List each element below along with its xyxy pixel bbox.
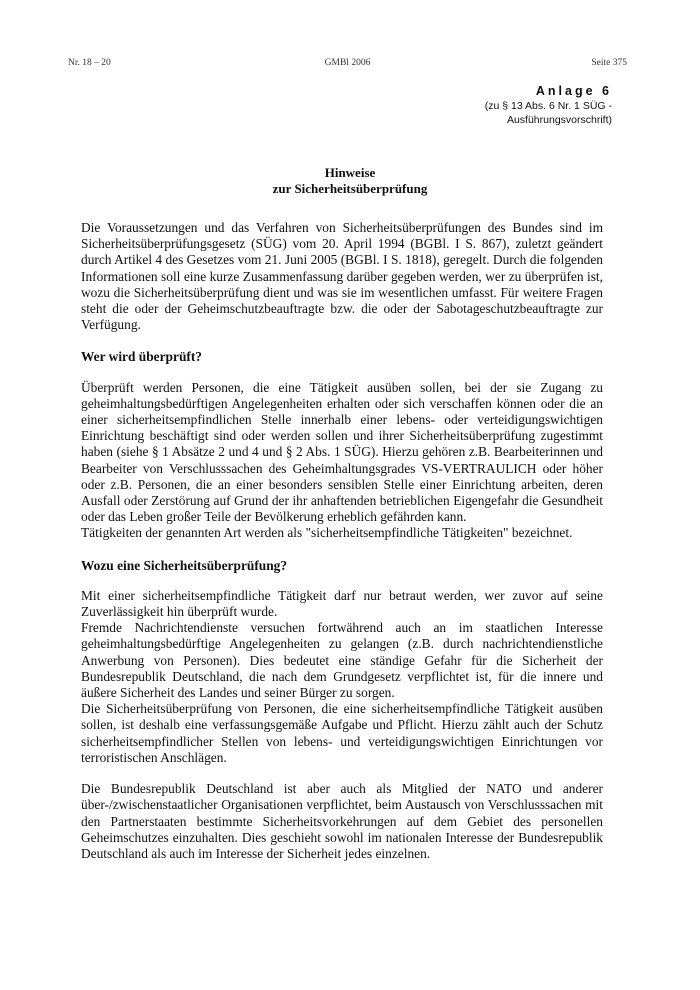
annex-label — [485, 83, 612, 127]
section-heading-who: Wer wird überprüft? — [81, 349, 203, 365]
intro-paragraph: Die Voraussetzungen und das Verfahren von Sicherheitsüberprüfungen des Bundes sind im Sicherheitsüberprüfungsgesetz (SÜG) vom 20. April 1994 (BGBl. I S. 867), zuletzt geändert durch Artikel 4 des Gesetzes vom 21. Juni 2005 (BGBl. I S. 1818), geregelt. Durch die folgenden Informationen soll eine kurze Zusammenfassung darüber gegeben werden, wer zu überprüfen ist, wozu die Sicherheitsüberprüfung dient und was sie im wesentlichen umfasst. Für weitere Fragen steht die oder der Geheimschutzbeauftragte bzw. die oder der Sabotageschutzbeauftragte zur Verfügung. — [81, 220, 603, 333]
running-head — [68, 58, 627, 72]
title-line-1: Hinweise — [324, 165, 376, 180]
section-why-paragraph-3: Die Sicherheitsüberprüfung von Personen, die eine sicherheitsempfindliche Tätigkeit ausüben sollen, ist deshalb eine verfassungsgemäße Aufgabe und Pflicht. Hierzu zählt auch der Schutz sicherheitsempfindlicher Stellen von lebens- und verteidigungswichtigen Einrichtungen vor terroristischen Anschlägen. — [81, 701, 603, 765]
document-body — [81, 220, 603, 862]
section-why-paragraph-4: Die Bundesrepublik Deutschland ist aber auch als Mitglied der NATO und anderer über-/zwischenstaatlicher Organisationen verpflichtet, beim Austausch von Verschlusssachen mit den Partnerstaaten bestimmte Sicherheitsvorkehrungen auf dem Gebiet des personellen Geheimschutzes einzuhalten. Dies geschieht sowohl im nationalen Interesse der Bundesrepublik Deutschland als auch im Interesse der Sicherheit jedes einzelnen. — [81, 781, 603, 861]
section-why-paragraph-1: Mit einer sicherheitsempfindliche Tätigkeit darf nur betraut werden, wer zuvor auf seine Zuverlässigkeit hin überprüft wurde. — [81, 587, 603, 620]
document-title — [0, 165, 700, 197]
issue-number: Nr. 18 – 20 — [68, 58, 111, 68]
section-heading-why: Wozu eine Sicherheitsüberprüfung? — [81, 557, 288, 573]
title-line-2: zur Sicherheitsüberprüfung — [272, 181, 428, 196]
annex-reference-line-1: (zu § 13 Abs. 6 Nr. 1 SÜG - — [484, 100, 612, 112]
annex-reference-line-2: Ausführungsvorschrift) — [506, 114, 612, 126]
section-why-paragraph-2: Fremde Nachrichtendienste versuchen fortwährend auch an im staatlichen Interesse geheimhaltungsbedürftige Angelegenheiten zu gelangen (z.B. durch nachrichtendienstliche Anwerbung von Personen). Dies bedeutet eine ständige Gefahr für die Sicherheit der Bundesrepublik Deutschland, die nach dem Grundgesetz verpflichtet ist, für die innere und äußere Sicherheit des Landes und seiner Bürger zu sorgen. — [81, 620, 603, 701]
annex-title: Anlage 6 — [535, 84, 612, 98]
section-who-paragraph-1: Überprüft werden Personen, die eine Tätigkeit ausüben sollen, bei der sie Zugang zu geheimhaltungsbedürftigen Angelegenheiten erhalten oder sich verschaffen können oder die an einer sicherheitsempfindlichen Stelle innerhalb einer lebens- oder verteidigungswichtigen Einrichtung beschäftigt sind oder werden sollen und ihrer Sicherheitsüberprüfung zugestimmt haben (siehe § 1 Absätze 2 und 4 und § 2 Abs. 1 SÜG). Hierzu gehören z.B. Bearbeiterinnen und Bearbeiter von Verschlusssachen des Geheimhaltungsgrades VS-VERTRAULICH oder höher oder z.B. Personen, die an einer besonders sensiblen Stelle einer Einrichtung arbeiten, deren Ausfall oder Zerstörung auf Grund der ihr anhaftenden betrieblichen Eigengefahr die Gesundheit oder das Leben großer Teile der Bevölkerung erheblich gefährden kann. — [81, 379, 603, 525]
page-number: Seite 375 — [591, 58, 627, 68]
section-who-paragraph-2: Tätigkeiten der genannten Art werden als "sicherheitsempfindliche Tätigkeiten" bezeichnet. — [81, 525, 573, 541]
publication-name: GMBl 2006 — [324, 58, 371, 68]
